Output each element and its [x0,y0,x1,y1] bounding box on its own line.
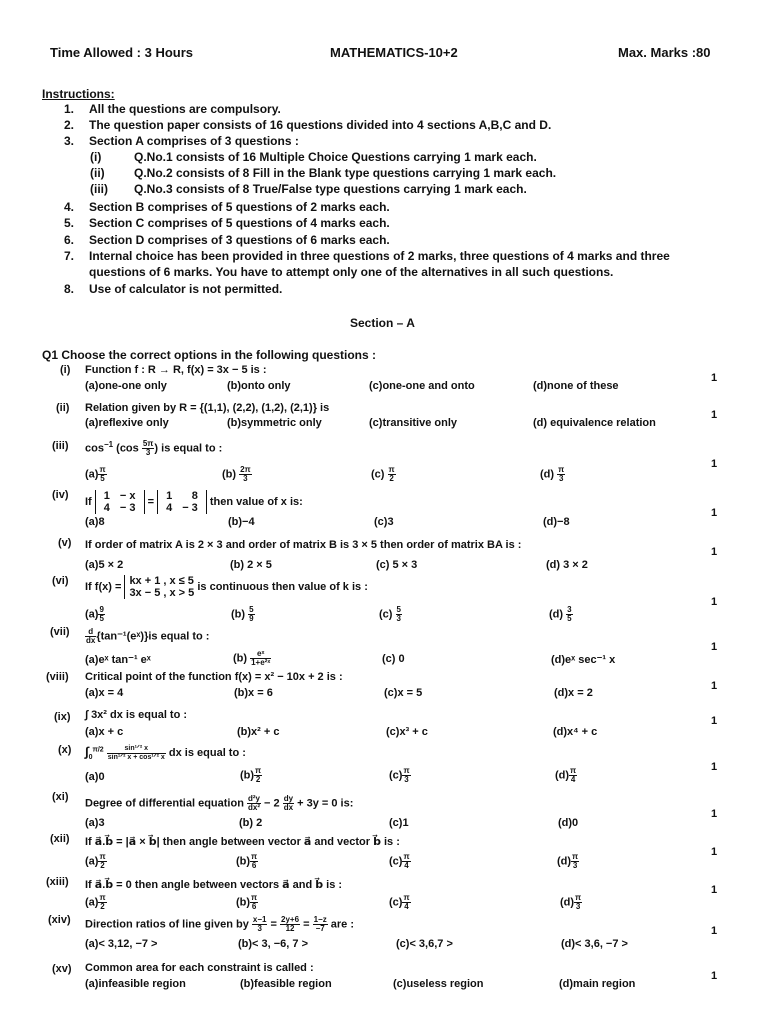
question-text-tail: is equal to : [158,442,223,455]
option-d: (d)none of these [533,380,619,392]
question-number: (x) [58,744,72,756]
question-mark: 1 [711,641,718,653]
option-b: (b) 2 [239,817,263,829]
question-mark: 1 [711,507,718,519]
option-b: (b)onto only [227,380,291,392]
instruction-text: All the questions are compulsory. [89,102,281,116]
question-number: (vi) [52,575,69,587]
option-b: (b) $\frac{\text{eˣ}}{\text{1+e²ˣ}}$ [233,649,271,667]
option-a: (a)reflexive only [85,417,169,429]
instruction-num: 2. [64,118,75,132]
option-a: (a)< 3,12, −7 > [85,938,158,950]
option-c: (c)1 [389,817,409,829]
cos-label: cos [85,442,104,455]
option-d: (d) $\frac{\pi}{3}$ [557,852,579,870]
option-c: (c) $\frac{\pi}{4}$ [389,852,410,870]
instruction-text: Section B comprises of 5 questions of 2 marks each. [89,200,390,214]
option-b: (b)x = 6 [234,687,273,699]
option-c: (c)transitive only [369,417,458,429]
question-text: Critical point of the function f(x) = x² − 10x + 2 is : [85,671,343,683]
sub-item-num: (iii) [90,182,108,196]
q1-title: Q1 Choose the correct options in the following questions : [42,348,377,362]
question-text: $\frac{d}{dx}$ {tan⁻¹(eˣ)}is equal to : [86,627,210,645]
option-d: (d) $\frac{\pi}{3}$ [540,465,565,483]
option-d: (d)main region [559,978,636,990]
question-text: $\cos^{-1} (\cos$ $\frac{5\pi}{3}$ ) is equal to : [85,439,223,458]
question-mark: 1 [711,715,718,727]
instruction-text: Section A comprises of 3 questions : [89,134,299,148]
option-b: (b) $\frac{\pi}{6}$ [236,852,258,870]
question-number: (iii) [52,440,69,452]
sub-item-text: Q.No.3 consists of 8 True/False type questions carrying 1 mark each. [134,182,527,196]
instruction-text: The question paper consists of 16 questions divided into 4 sections A,B,C and D. [89,118,552,132]
question-mark: 1 [711,846,718,858]
sub-item-text: Q.No.1 consists of 16 Multiple Choice Questions carrying 1 mark each. [134,150,537,164]
question-mark: 1 [711,808,718,820]
question-number: (viii) [46,671,69,683]
option-d: (d) equivalence relation [533,417,656,429]
question-text: ∫ 3x² dx is equal to : [85,709,188,721]
instruction-text: Section D comprises of 3 questions of 6 marks each. [89,233,390,247]
option-b: (b)x² + c [237,726,280,738]
question-text: $\int_0^{\pi/2}$ $\frac{\text{sin¹ᐟ² x}}{\text{sin¹ᐟ² x + cos¹ᐟ² x}}$ dx is equal to : [85,744,246,762]
option-a: (a)one-one only [85,380,167,392]
sub-item-text: Q.No.2 consists of 8 Fill in the Blank type questions carrying 1 mark each. [134,166,557,180]
instruction-text: Internal choice has been provided in three questions of 2 marks, three questions of 4 marks and three [89,249,670,263]
option-b: (b)< 3, −6, 7 > [238,938,309,950]
question-text: If order of matrix A is 2 × 3 and order of matrix B is 3 × 5 then order of matrix BA is : [85,539,522,551]
instruction-num: 5. [64,216,75,230]
question-text: Direction ratios of line given by $\frac{x-1}{3}$ = $\frac{2y+6}{12}$ = $\frac{1-z}{-7}$ are : [85,915,355,933]
question-mark: 1 [711,596,718,608]
question-text: If f(x) = kx + 1 , x ≤ 5 3x − 5 , x > 5 is continuous then value of k is : [85,575,368,599]
option-c: (c) $\frac{5}{3}$ [379,605,401,623]
question-number: (xiii) [46,876,69,888]
option-d: (d)x = 2 [554,687,593,699]
option-d: (d) $\frac{\pi}{3}$ [560,893,582,911]
instruction-num: 6. [64,233,75,247]
option-b: (b)−4 [228,516,255,528]
question-text: If a⃗.b⃗ = |a⃗ × b⃗| then angle between vector a⃗ and vector b⃗ is : [85,836,400,848]
option-b: (b) $\frac{\pi}{6}$ [236,893,258,911]
instruction-text: Use of calculator is not permitted. [89,282,283,296]
instruction-num: 7. [64,249,75,263]
option-a: (a) $\frac{9}{5}$ [85,605,104,623]
question-mark: 1 [711,680,718,692]
question-text: Relation given by R = {(1,1), (2,2), (1,2), (2,1)} is [85,402,330,414]
question-text: Degree of differential equation $\frac{\text{d²y}}{\text{dx²}}$ − 2 $\frac{dy}{dx}$ + 3y = 0 is: [85,794,354,812]
question-text-tail: is continuous then value of k is : [197,580,368,593]
option-b: (b)feasible region [240,978,332,990]
option-a: (a)3 [85,817,105,829]
question-text-tail: + 3y = 0 is: [297,797,354,810]
option-d: (d) $\frac{\pi}{4}$ [555,766,577,784]
option-a: (a)x + c [85,726,124,738]
instruction-text: Section C comprises of 5 questions of 4 marks each. [89,216,390,230]
option-a: (a)infeasible region [85,978,186,990]
question-number: (xiv) [48,914,71,926]
option-a: (a)8 [85,516,105,528]
option-c: (c) 5 × 3 [376,559,418,571]
option-b: (b) 2 × 5 [230,559,272,571]
question-number: (xv) [52,963,72,975]
question-number: (v) [58,537,72,549]
question-text-tail: then value of x is: [209,495,303,508]
option-c: (c)< 3,6,7 > [396,938,453,950]
instruction-num: 3. [64,134,75,148]
option-d: (d) 3 × 2 [546,559,588,571]
option-a: (a) $\frac{\pi}{2}$ [85,852,106,870]
question-mark: 1 [711,458,718,470]
option-c: (c)x = 5 [384,687,423,699]
option-d: (d)< 3,6, −7 > [561,938,628,950]
option-a: (a) $\frac{\pi}{5}$ [85,465,106,483]
question-mark: 1 [711,372,718,384]
option-d: (d)0 [558,817,579,829]
question-number: (xii) [50,833,70,845]
option-d: (d)eˣ sec⁻¹ x [551,654,616,666]
sub-item-num: (ii) [90,166,105,180]
instructions-title: Instructions: [42,87,115,101]
option-c: (c) $\frac{\pi}{4}$ [389,893,410,911]
question-mark: 1 [711,409,718,421]
option-c: (c) 0 [382,653,405,665]
option-c: (c)one-one and onto [369,380,475,392]
option-a: (a) $\frac{\pi}{2}$ [85,893,106,911]
option-a: (a)x = 4 [85,687,124,699]
instruction-num: 4. [64,200,75,214]
option-c: (c) $\frac{\pi}{3}$ [389,766,410,784]
option-d: (d) $\frac{3}{5}$ [549,605,572,623]
option-c: (c)3 [374,516,394,528]
time-allowed: Time Allowed : 3 Hours [50,45,194,60]
instruction-num: 8. [64,282,75,296]
question-number: (ii) [56,402,70,414]
section-title: Section – A [350,316,415,330]
option-c: (c) $\frac{\pi}{2}$ [371,465,395,483]
option-b: (b) $\frac{2\pi}{3}$ [222,465,251,483]
question-mark: 1 [711,884,718,896]
sub-item-num: (i) [90,150,102,164]
question-text: If 1 − x 4 − 3 = 1 8 4 − 3 then value of x is: [85,490,303,514]
question-text: Function f : R → R, f(x) = 3x − 5 is : [85,364,267,376]
question-number: (i) [60,364,71,376]
option-c: (c)useless region [393,978,484,990]
option-c: (c)x³ + c [386,726,428,738]
question-mark: 1 [711,546,718,558]
option-b: (b)symmetric only [227,417,322,429]
option-d: (d)x⁴ + c [553,726,598,738]
option-a: (a)eˣ tan⁻¹ eˣ [85,654,151,666]
question-number: (xi) [52,791,69,803]
max-marks: Max. Marks :80 [618,45,711,60]
question-text-tail: are : [330,918,355,931]
option-b: (b) $\frac{5}{9}$ [231,605,254,623]
question-text: If a⃗.b⃗ = 0 then angle between vectors a⃗ and b⃗ is : [85,879,343,891]
question-mark: 1 [711,761,718,773]
option-d: (d)−8 [543,516,570,528]
question-mark: 1 [711,970,718,982]
instruction-text: questions of 6 marks. You have to attempt only one of the alternatives in all such questions. [89,265,614,279]
question-mark: 1 [711,925,718,937]
option-b: (b) $\frac{\pi}{2}$ [240,766,262,784]
question-number: (iv) [52,489,69,501]
subject-title: MATHEMATICS-10+2 [330,45,458,60]
question-number: (vii) [50,626,70,638]
question-number: (ix) [54,711,71,723]
question-text: Common area for each constraint is called : [85,962,314,974]
option-a: (a)5 × 2 [85,559,124,571]
instruction-num: 1. [64,102,75,116]
option-a: (a)0 [85,771,105,783]
